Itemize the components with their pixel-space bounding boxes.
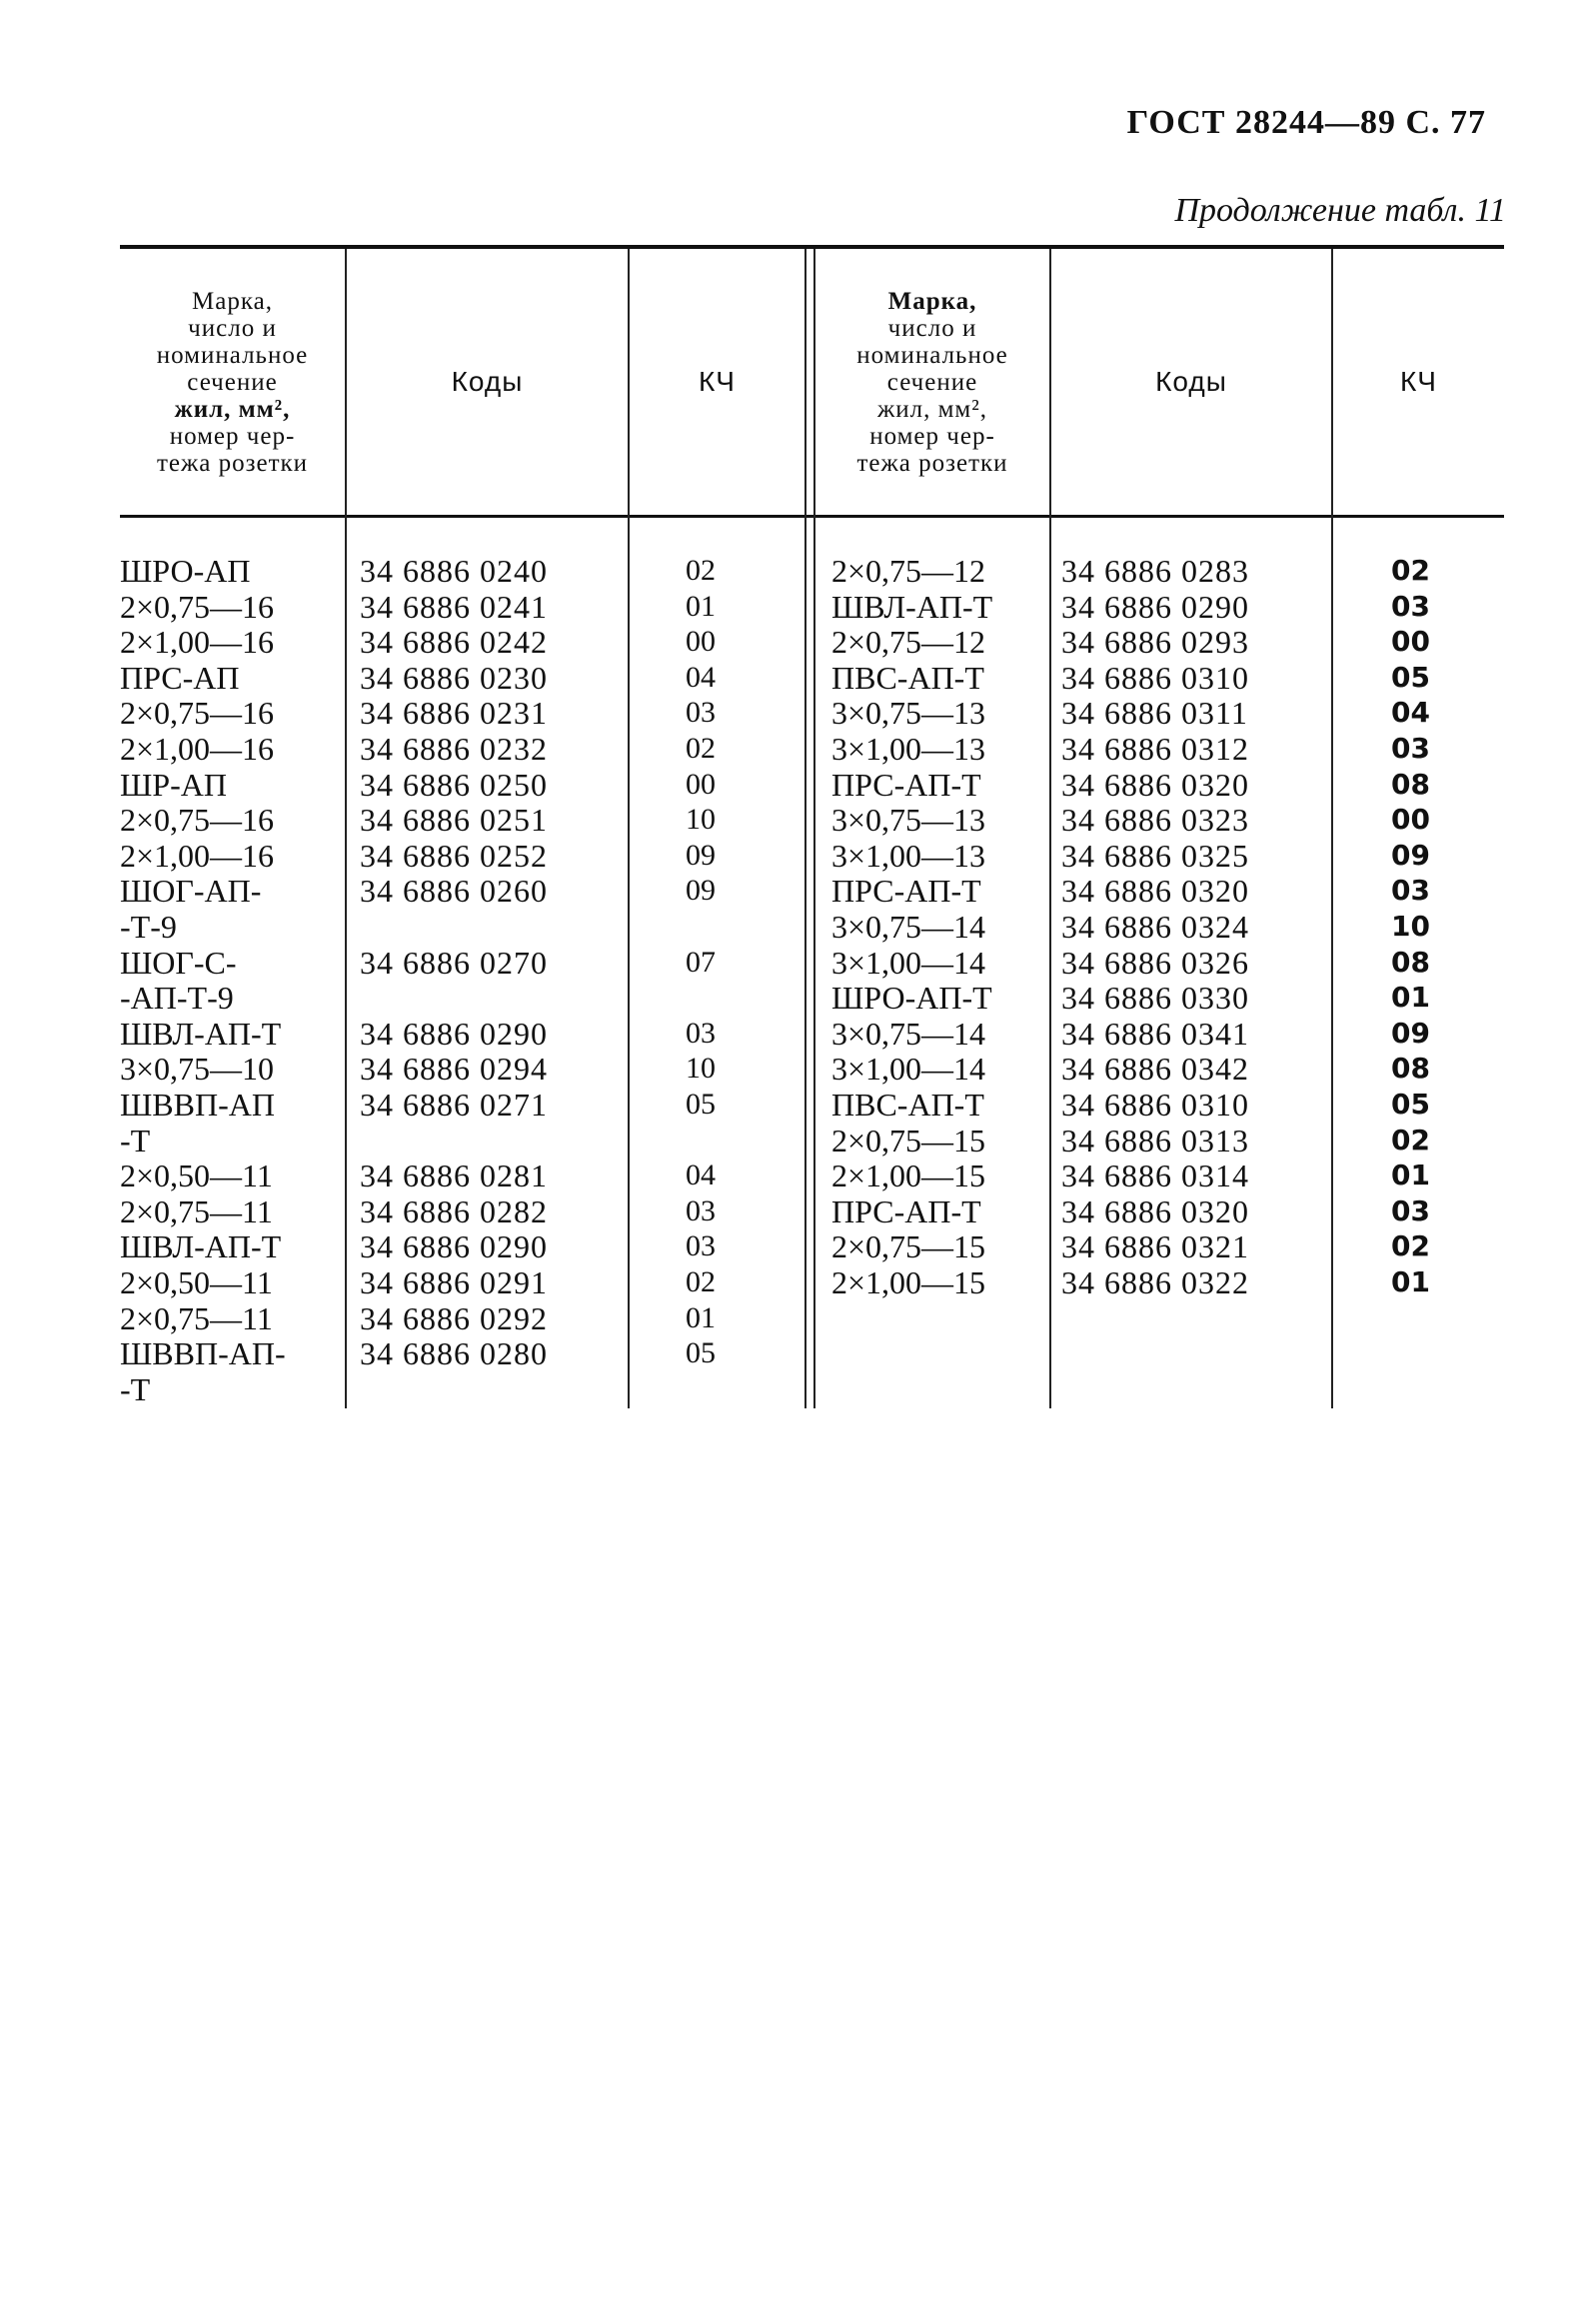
row-mark: 2×1,00—16 bbox=[120, 731, 275, 767]
row-code: 34 6886 0251 bbox=[360, 802, 548, 839]
row-code: 34 6886 0252 bbox=[360, 837, 548, 874]
header-line: номинальное bbox=[156, 341, 309, 369]
row-kch: 00 bbox=[1391, 803, 1430, 837]
row-mark: 3×1,00—14 bbox=[831, 1051, 986, 1088]
header-separator-rule bbox=[120, 515, 1504, 518]
header-line: число и bbox=[887, 314, 977, 342]
row-kch: 01 bbox=[686, 589, 716, 623]
row-kch: 00 bbox=[686, 625, 716, 659]
header-line: номер чер- bbox=[169, 422, 296, 450]
row-kch: 09 bbox=[686, 874, 716, 908]
row-kch: 09 bbox=[1391, 838, 1430, 872]
row-kch: 03 bbox=[1391, 1193, 1430, 1227]
row-mark: 2×1,00—16 bbox=[120, 624, 275, 661]
row-code: 34 6886 0324 bbox=[1061, 909, 1249, 945]
row-code: 34 6886 0282 bbox=[360, 1192, 548, 1229]
row-code: 34 6886 0294 bbox=[360, 1051, 548, 1088]
header-line: число и bbox=[188, 314, 277, 342]
row-code: 34 6886 0232 bbox=[360, 731, 548, 767]
row-kch: 05 bbox=[1391, 660, 1430, 694]
row-kch: 01 bbox=[1391, 1265, 1430, 1298]
row-kch: 02 bbox=[686, 732, 716, 765]
row-mark: 2×0,75—12 bbox=[831, 553, 986, 589]
header-mark-left bbox=[120, 249, 345, 515]
row-code: 34 6886 0231 bbox=[360, 695, 548, 732]
row-mark: 2×0,75—16 bbox=[120, 588, 275, 625]
row-code: 34 6886 0320 bbox=[1061, 1192, 1249, 1229]
row-mark: 2×0,75—15 bbox=[831, 1122, 986, 1159]
header-kch-left: КЧ bbox=[699, 366, 736, 397]
row-code: 34 6886 0250 bbox=[360, 766, 548, 803]
row-kch: 05 bbox=[686, 1336, 716, 1370]
row-mark: 3×0,75—10 bbox=[120, 1051, 275, 1088]
row-mark: ПРС-АП-Т bbox=[831, 1192, 981, 1229]
header-line: тежа розетки bbox=[156, 449, 309, 477]
row-kch: 05 bbox=[1391, 1088, 1430, 1121]
row-mark: 2×1,00—15 bbox=[831, 1158, 986, 1194]
row-mark: ПВС-АП-Т bbox=[831, 1087, 984, 1123]
row-code: 34 6886 0260 bbox=[360, 873, 548, 910]
row-mark: 2×0,75—12 bbox=[831, 624, 986, 661]
row-mark: 2×1,00—16 bbox=[120, 837, 275, 874]
row-mark: 3×0,75—14 bbox=[831, 1015, 986, 1052]
row-kch: 02 bbox=[1391, 1229, 1430, 1263]
header-line: сечение bbox=[187, 368, 278, 396]
page-header: ГОСТ 28244—89 С. 77 bbox=[1126, 104, 1486, 141]
row-kch: 10 bbox=[1391, 910, 1430, 943]
row-kch: 08 bbox=[1391, 945, 1430, 979]
row-mark: 3×0,75—14 bbox=[831, 909, 986, 945]
row-kch: 08 bbox=[1391, 767, 1430, 801]
row-code: 34 6886 0325 bbox=[1061, 837, 1249, 874]
table-continuation-caption: Продолжение табл. 11 bbox=[1174, 192, 1506, 229]
row-mark: ШВЛ-АП-Т bbox=[831, 588, 993, 625]
row-mark: 3×1,00—14 bbox=[831, 944, 986, 981]
row-mark: ПРС-АП bbox=[120, 659, 240, 696]
row-kch: 01 bbox=[1391, 981, 1430, 1015]
row-code: 34 6886 0322 bbox=[1061, 1264, 1249, 1300]
header-line: жил, мм², bbox=[876, 395, 987, 423]
row-mark: 2×0,75—15 bbox=[831, 1228, 986, 1265]
row-mark: 2×0,75—16 bbox=[120, 695, 275, 732]
row-kch: 04 bbox=[1391, 696, 1430, 730]
header-line: Марка, bbox=[887, 287, 977, 315]
row-mark: ШВЛ-АП-Т bbox=[120, 1228, 282, 1265]
row-code: 34 6886 0293 bbox=[1061, 624, 1249, 661]
row-mark: 2×0,75—11 bbox=[120, 1299, 273, 1336]
row-mark: ШВЛ-АП-Т bbox=[120, 1015, 282, 1052]
row-mark: ПВС-АП-Т bbox=[831, 659, 984, 696]
row-kch: 09 bbox=[1391, 1016, 1430, 1050]
row-mark: -АП-Т-9 bbox=[120, 980, 234, 1017]
row-code: 34 6886 0241 bbox=[360, 588, 548, 625]
row-kch: 07 bbox=[686, 945, 716, 979]
header-line: Марка, bbox=[192, 287, 273, 315]
row-mark: ШВВП-АП- bbox=[120, 1335, 286, 1372]
row-mark: 2×0,75—16 bbox=[120, 802, 275, 839]
row-mark: ШР-АП bbox=[120, 766, 227, 803]
row-kch: 04 bbox=[686, 1159, 716, 1192]
row-kch: 03 bbox=[686, 696, 716, 730]
row-code: 34 6886 0321 bbox=[1061, 1228, 1249, 1265]
row-mark: ШОГ-С- bbox=[120, 944, 237, 981]
header-line: тежа розетки bbox=[856, 449, 1008, 477]
row-mark: 3×0,75—13 bbox=[831, 802, 986, 839]
header-codes-left: Коды bbox=[451, 366, 524, 397]
header-kch-right: КЧ bbox=[1400, 366, 1437, 397]
row-kch: 08 bbox=[1391, 1052, 1430, 1086]
row-kch: 03 bbox=[686, 1229, 716, 1263]
row-mark: ШРО-АП bbox=[120, 553, 251, 589]
header-line: номинальное bbox=[856, 341, 1008, 369]
row-kch: 01 bbox=[1391, 1159, 1430, 1192]
row-code: 34 6886 0310 bbox=[1061, 659, 1249, 696]
row-mark: 2×0,50—11 bbox=[120, 1264, 273, 1300]
header-line: жил, мм², bbox=[174, 395, 291, 423]
row-mark: -Т-9 bbox=[120, 909, 177, 945]
row-kch: 10 bbox=[686, 803, 716, 837]
row-mark: ШРО-АП-Т bbox=[831, 980, 992, 1017]
row-kch: 02 bbox=[686, 554, 716, 587]
row-kch: 09 bbox=[686, 838, 716, 872]
row-code: 34 6886 0280 bbox=[360, 1335, 548, 1372]
row-kch: 03 bbox=[686, 1016, 716, 1050]
row-kch: 03 bbox=[1391, 874, 1430, 908]
row-code: 34 6886 0290 bbox=[360, 1228, 548, 1265]
row-code: 34 6886 0330 bbox=[1061, 980, 1249, 1017]
row-code: 34 6886 0290 bbox=[1061, 588, 1249, 625]
row-code: 34 6886 0240 bbox=[360, 553, 548, 589]
row-kch: 05 bbox=[686, 1088, 716, 1121]
row-mark: ШВВП-АП bbox=[120, 1087, 275, 1123]
header-line: сечение bbox=[886, 368, 978, 396]
row-code: 34 6886 0312 bbox=[1061, 731, 1249, 767]
row-code: 34 6886 0323 bbox=[1061, 802, 1249, 839]
row-code: 34 6886 0292 bbox=[360, 1299, 548, 1336]
header-codes-right: Коды bbox=[1155, 366, 1227, 397]
row-code: 34 6886 0326 bbox=[1061, 944, 1249, 981]
row-mark: ПРС-АП-Т bbox=[831, 766, 981, 803]
row-code: 34 6886 0320 bbox=[1061, 873, 1249, 910]
row-mark: 3×0,75—13 bbox=[831, 695, 986, 732]
row-mark: 3×1,00—13 bbox=[831, 837, 986, 874]
row-mark: ШОГ-АП- bbox=[120, 873, 262, 910]
row-mark: 2×0,75—11 bbox=[120, 1192, 273, 1229]
row-kch: 03 bbox=[1391, 732, 1430, 765]
header-mark-right bbox=[815, 249, 1049, 515]
row-kch: 02 bbox=[1391, 554, 1430, 587]
row-code: 34 6886 0320 bbox=[1061, 766, 1249, 803]
row-kch: 00 bbox=[1391, 625, 1430, 659]
row-mark: 3×1,00—13 bbox=[831, 731, 986, 767]
row-code: 34 6886 0341 bbox=[1061, 1015, 1249, 1052]
row-mark: ПРС-АП-Т bbox=[831, 873, 981, 910]
row-kch: 03 bbox=[1391, 589, 1430, 623]
row-code: 34 6886 0310 bbox=[1061, 1087, 1249, 1123]
row-code: 34 6886 0290 bbox=[360, 1015, 548, 1052]
row-mark: -Т bbox=[120, 1370, 151, 1407]
row-mark: 2×0,50—11 bbox=[120, 1158, 273, 1194]
row-mark: -Т bbox=[120, 1122, 151, 1159]
column-divider bbox=[804, 249, 806, 1408]
row-code: 34 6886 0283 bbox=[1061, 553, 1249, 589]
row-mark: 2×1,00—15 bbox=[831, 1264, 986, 1300]
row-code: 34 6886 0230 bbox=[360, 659, 548, 696]
row-code: 34 6886 0314 bbox=[1061, 1158, 1249, 1194]
row-code: 34 6886 0281 bbox=[360, 1158, 548, 1194]
row-kch: 01 bbox=[686, 1300, 716, 1334]
row-kch: 03 bbox=[686, 1193, 716, 1227]
row-code: 34 6886 0342 bbox=[1061, 1051, 1249, 1088]
row-code: 34 6886 0311 bbox=[1061, 695, 1248, 732]
row-code: 34 6886 0291 bbox=[360, 1264, 548, 1300]
row-kch: 02 bbox=[686, 1265, 716, 1298]
row-code: 34 6886 0270 bbox=[360, 944, 548, 981]
row-kch: 04 bbox=[686, 660, 716, 694]
header-line: номер чер- bbox=[869, 422, 995, 450]
row-code: 34 6886 0271 bbox=[360, 1087, 548, 1123]
row-kch: 10 bbox=[686, 1052, 716, 1086]
row-code: 34 6886 0242 bbox=[360, 624, 548, 661]
row-kch: 02 bbox=[1391, 1123, 1430, 1157]
row-kch: 00 bbox=[686, 767, 716, 801]
row-code: 34 6886 0313 bbox=[1061, 1122, 1249, 1159]
codes-table bbox=[120, 245, 1504, 1409]
